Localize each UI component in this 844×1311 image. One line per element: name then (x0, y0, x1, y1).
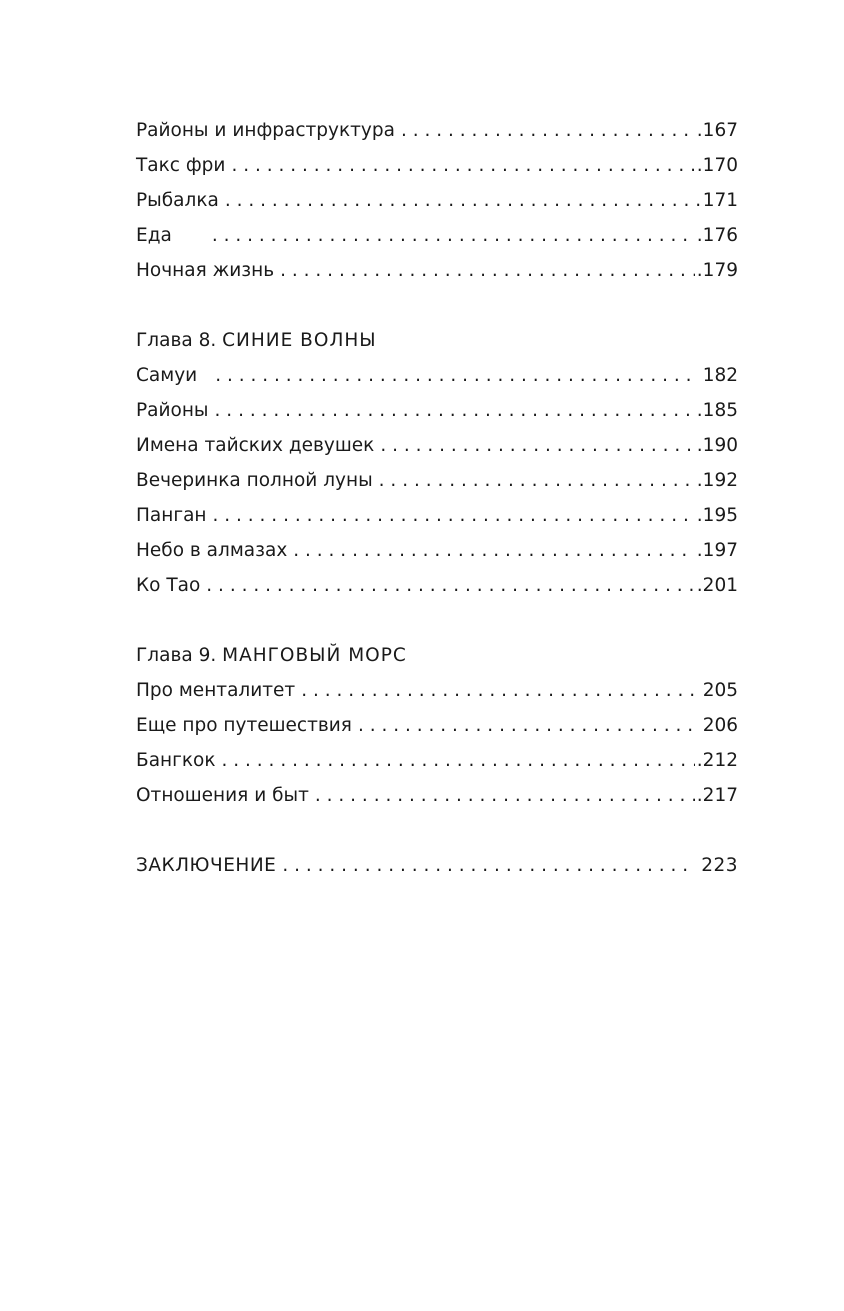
dot-leader (225, 183, 701, 218)
toc-entry (136, 253, 738, 288)
toc-entry-page: .201 (696, 575, 738, 596)
toc-entry-page: 171 (702, 190, 738, 211)
toc-entry-page: 206 (702, 715, 738, 736)
toc-entry-title: Районы (136, 400, 209, 421)
chapter-label: Глава 9. (136, 645, 217, 666)
toc-entry-title: Такс фри (136, 155, 226, 176)
toc-entry-title: Еще про путешествия (136, 715, 352, 736)
chapter-heading (136, 323, 738, 358)
toc-entry-page: .179 (696, 260, 738, 281)
dot-leader (222, 743, 695, 778)
toc-entry-page: .176 (696, 225, 738, 246)
toc-entry-page: 223 (701, 855, 738, 876)
dot-leader (282, 848, 695, 883)
dot-leader (215, 358, 697, 393)
dot-leader (315, 778, 695, 813)
toc-entry-title: Небо в алмазах (136, 540, 288, 561)
toc-entry (136, 428, 738, 463)
toc-entry-title: Отношения и быт (136, 785, 309, 806)
section-gap (136, 288, 738, 323)
toc-entry (136, 673, 738, 708)
toc-entry-title: Районы и инфраструктура (136, 120, 395, 141)
dot-leader (280, 253, 695, 288)
dot-leader (231, 148, 694, 183)
toc-entry (136, 498, 738, 533)
toc-entry-title: ЗАКЛЮЧЕНИЕ (136, 855, 277, 876)
toc-entry (136, 463, 738, 498)
dot-leader (213, 498, 695, 533)
toc-entry (136, 568, 738, 603)
dot-leader (358, 708, 697, 743)
toc-entry-title: Еда (136, 225, 172, 246)
toc-entry-page: .217 (696, 785, 738, 806)
toc-entry (136, 148, 738, 183)
toc-entry-page: .170 (696, 155, 738, 176)
toc-entry (136, 778, 738, 813)
dot-leader (212, 218, 695, 253)
toc-entry-page: .197 (696, 540, 738, 561)
toc-entry-page: .190 (696, 435, 738, 456)
chapter-name: СИНИЕ ВОЛНЫ (222, 330, 377, 351)
dot-leader (206, 568, 695, 603)
toc-entry (136, 113, 738, 148)
toc-entry-title: Имена тайских девушек (136, 435, 375, 456)
toc-entry-title: Панган (136, 505, 207, 526)
toc-entry-page: .185 (696, 400, 738, 421)
toc-entry (136, 743, 738, 778)
section-gap (136, 813, 738, 848)
toc-entry-conclusion (136, 848, 738, 883)
toc-entry (136, 183, 738, 218)
toc-entry-title: Самуи (136, 365, 198, 386)
chapter-label: Глава 8. (136, 330, 217, 351)
toc-entry-title: Рыбалка (136, 190, 219, 211)
toc-entry-page: .192 (696, 470, 738, 491)
toc-entry-page: 182 (702, 365, 738, 386)
chapter-heading (136, 638, 738, 673)
dot-leader (301, 673, 697, 708)
toc-entry-title: Про менталитет (136, 680, 296, 701)
toc-entry-page: .167 (696, 120, 738, 141)
dot-leader (293, 533, 695, 568)
toc-entry-page: 205 (702, 680, 738, 701)
toc-entry-title: Вечеринка полной луны (136, 470, 373, 491)
toc-entry (136, 218, 738, 253)
toc-entry-title: Бангкок (136, 750, 216, 771)
table-of-contents (136, 113, 738, 883)
toc-entry-title: Ко Тао (136, 575, 201, 596)
toc-entry-page: .212 (696, 750, 738, 771)
dot-leader (380, 428, 694, 463)
toc-entry-title: Ночная жизнь (136, 260, 275, 281)
dot-leader (215, 393, 695, 428)
dot-leader (379, 463, 695, 498)
toc-entry (136, 708, 738, 743)
toc-entry (136, 393, 738, 428)
toc-entry-page: .195 (696, 505, 738, 526)
chapter-name: МАНГОВЫЙ МОРС (222, 645, 407, 666)
toc-entry (136, 533, 738, 568)
toc-entry (136, 358, 738, 393)
section-gap (136, 603, 738, 638)
dot-leader (401, 113, 695, 148)
